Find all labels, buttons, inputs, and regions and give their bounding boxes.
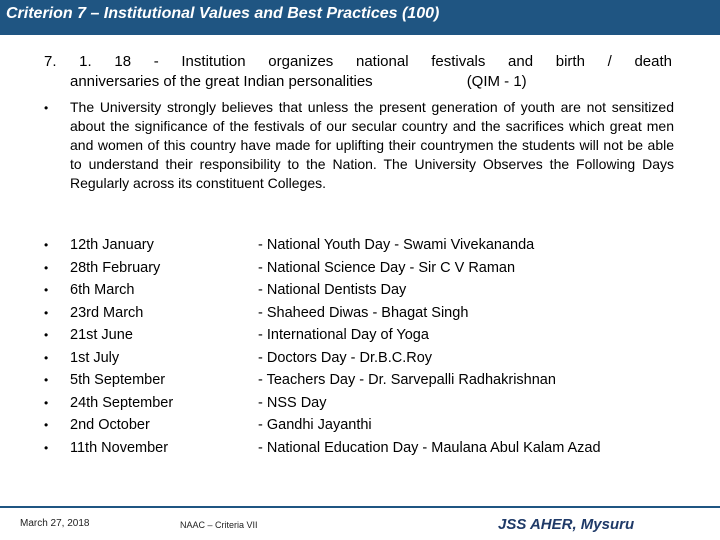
criterion-heading-line2 <box>44 72 672 92</box>
footer-institution: JSS AHER, Mysuru <box>498 516 635 533</box>
slide-title: Criterion 7 – Institutional Values and Best Practices (100) <box>6 5 440 22</box>
list-item <box>44 347 684 370</box>
day-date: 2nd October <box>70 417 150 433</box>
list-item <box>44 392 684 415</box>
bullet-marker: • <box>44 101 49 115</box>
bullet-marker: • <box>44 260 49 275</box>
day-date: 24th September <box>70 394 174 411</box>
bullet-marker: • <box>44 373 49 387</box>
bullet-marker: • <box>44 350 49 365</box>
list-item <box>44 414 684 437</box>
list-item <box>44 324 684 347</box>
criterion-heading <box>44 52 672 92</box>
day-date: 6th March <box>70 282 135 298</box>
day-event: - International Day of Yoga <box>258 327 429 343</box>
bullet-marker: • <box>44 238 49 252</box>
day-date: 5th September <box>70 372 166 388</box>
criterion-heading-text: anniversaries of the great Indian personalities <box>70 73 373 90</box>
day-event: - Doctors Day - Dr.B.C.Roy <box>258 349 433 366</box>
bullet-marker: • <box>44 395 49 410</box>
bullet-marker: • <box>44 328 49 342</box>
intro-paragraph <box>44 98 674 193</box>
list-item <box>44 369 684 392</box>
day-event: - National Education Day - Maulana Abul Kalam Azad <box>258 439 601 456</box>
qim-label: (QIM - 1) <box>466 73 527 90</box>
day-event: - Teachers Day - Dr. Sarvepalli Radhakrishnan <box>258 372 556 388</box>
header-divider <box>0 32 720 35</box>
bullet-marker: • <box>44 440 49 455</box>
day-event: - National Dentists Day <box>258 282 407 298</box>
list-item <box>44 234 684 257</box>
intro-bullet-row <box>44 98 674 193</box>
bullet-marker: • <box>44 283 49 297</box>
bullet-marker: • <box>44 305 49 320</box>
list-item <box>44 437 684 460</box>
header-bar <box>0 0 720 32</box>
day-date: 12th January <box>70 237 154 253</box>
day-date: 28th February <box>70 259 161 276</box>
day-date: 21st June <box>70 327 133 343</box>
criterion-heading-line1: 7. 1. 18 - Institution organizes national festivals and birth / death <box>44 53 672 70</box>
day-date: 1st July <box>70 349 120 366</box>
list-item <box>44 257 684 280</box>
day-event: - NSS Day <box>258 394 327 411</box>
observed-days-list <box>44 234 684 459</box>
day-date: 11th November <box>70 439 169 456</box>
day-event: - Shaheed Diwas - Bhagat Singh <box>258 304 469 321</box>
intro-text: The University strongly believes that unless the present generation of youth are not sensitized about the significance of the festivals of our secular country and the sacrifices which great men and women of this country have made for uplifting their countrymen the students will not be able to understand their responsibility to the Nation. The University Observes the Following Days Regularly across its constituent Colleges. <box>70 99 674 191</box>
bullet-marker: • <box>44 418 49 432</box>
day-date: 23rd March <box>70 304 144 321</box>
day-event: - National Science Day - Sir C V Raman <box>258 259 516 276</box>
day-event: - Gandhi Jayanthi <box>258 417 372 433</box>
day-event: - National Youth Day - Swami Vivekananda <box>258 237 535 253</box>
footer-divider <box>0 506 720 508</box>
footer-date: March 27, 2018 <box>20 518 90 529</box>
list-item <box>44 302 684 325</box>
footer-criteria: NAAC – Criteria VII <box>180 520 258 530</box>
list-item <box>44 279 684 302</box>
